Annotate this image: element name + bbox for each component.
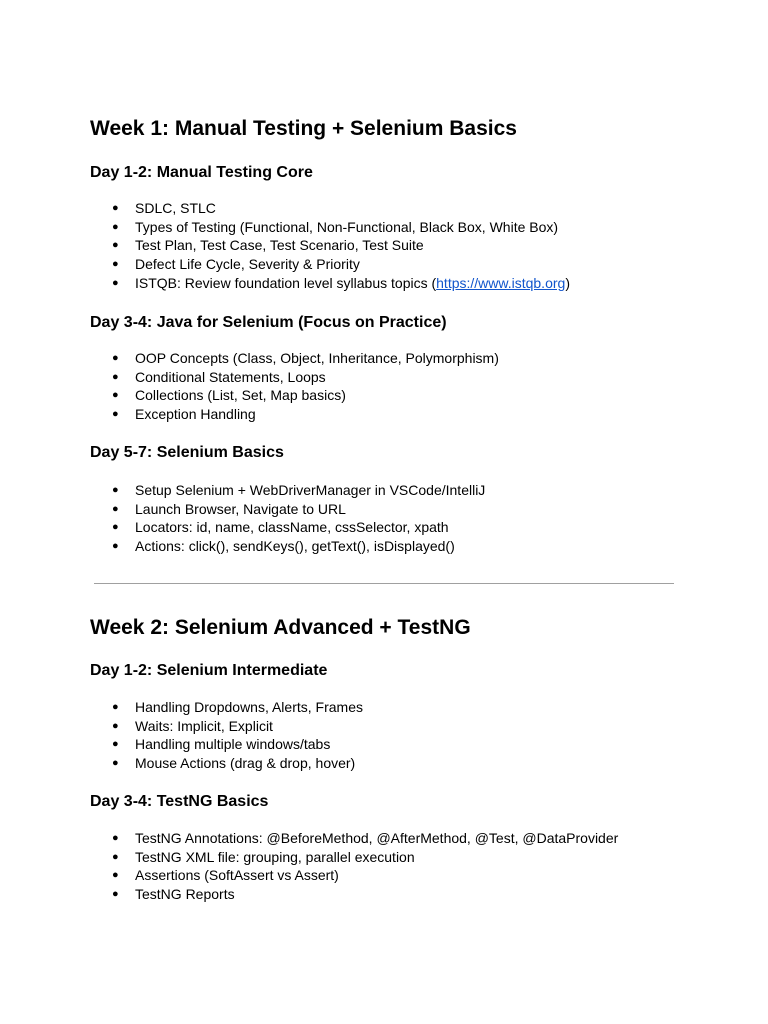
bullet-icon: ● [112,389,119,402]
bullet-icon: ● [112,276,119,289]
week1-day1-2-list [0,199,768,292]
istqb-item-text: ISTQB: Review foundation level syllabus topics (https://www.istqb.org) [135,274,570,291]
list-item: ● TestNG Annotations: @BeforeMethod, @AfterMethod, @Test, @DataProvider [112,830,619,846]
list-item: ● Types of Testing (Functional, Non-Functional, Black Box, White Box) [112,218,559,235]
bullet-icon: ● [112,540,119,553]
bullet-icon: ● [112,757,119,770]
bullet-icon: ● [112,521,119,534]
list-item: ● TestNG Reports [112,886,235,903]
list-item: ● Assertions (SoftAssert vs Assert) [112,867,339,884]
bullet-icon: ● [112,484,119,496]
list-item: ● Handling multiple windows/tabs [112,736,331,753]
week1-day3-4-list [0,349,768,424]
bullet-icon: ● [112,850,119,863]
list-item: ● Actions: click(), sendKeys(), getText(), isDisplayed() [112,538,455,555]
bullet-icon: ● [112,408,119,421]
week2-day1-2-list [0,698,768,773]
list-item: ● Launch Browser, Navigate to URL [112,500,346,517]
bullet-icon: ● [112,869,119,882]
week2-day1-2-heading: Day 1-2: Selenium Intermediate [90,662,328,679]
week2-day3-4-heading: Day 3-4: TestNG Basics [90,793,269,810]
bullet-icon: ● [112,719,119,732]
bullet-icon: ● [112,352,119,364]
list-item: ● Conditional Statements, Loops [112,368,326,385]
week2-title: Week 2: Selenium Advanced + TestNG [90,616,471,639]
bullet-icon: ● [112,832,119,844]
bullet-icon: ● [112,239,119,252]
istqb-link[interactable]: https://www.istqb.org [436,274,566,291]
list-item: ● Handling Dropdowns, Alerts, Frames [112,699,363,715]
bullet-icon: ● [112,258,119,271]
list-item: ● Test Plan, Test Case, Test Scenario, Test Suite [112,237,424,254]
list-item [0,274,768,293]
bullet-icon: ● [112,220,119,233]
bullet-icon: ● [112,502,119,515]
week2-day3-4-list [0,829,768,904]
section-divider [94,583,674,584]
list-item: ● Setup Selenium + WebDriverManager in VSCode/IntelliJ [112,482,486,498]
list-item: ● Collections (List, Set, Map basics) [112,387,346,404]
bullet-icon: ● [112,370,119,383]
list-item: ● OOP Concepts (Class, Object, Inheritance, Polymorphism) [112,350,499,366]
week1-day5-7-list [0,481,768,556]
list-item: ● Defect Life Cycle, Severity & Priority [112,256,360,273]
list-item: ● TestNG XML file: grouping, parallel execution [112,848,415,865]
bullet-icon: ● [112,202,119,214]
list-item: ● Mouse Actions (drag & drop, hover) [112,755,356,772]
bullet-icon: ● [112,888,119,901]
list-item: ● SDLC, STLC [112,200,216,216]
list-item: ● Waits: Implicit, Explicit [112,717,273,734]
bullet-icon: ● [112,701,119,713]
week1-title: Week 1: Manual Testing + Selenium Basics [90,117,517,140]
week1-day1-2-heading: Day 1-2: Manual Testing Core [90,164,313,181]
list-item: ● Exception Handling [112,406,256,423]
list-item: ● Locators: id, name, className, cssSelector, xpath [112,519,449,536]
week1-day5-7-heading: Day 5-7: Selenium Basics [90,444,284,461]
bullet-icon: ● [112,738,119,751]
week1-day3-4-heading: Day 3-4: Java for Selenium (Focus on Practice) [90,314,447,331]
